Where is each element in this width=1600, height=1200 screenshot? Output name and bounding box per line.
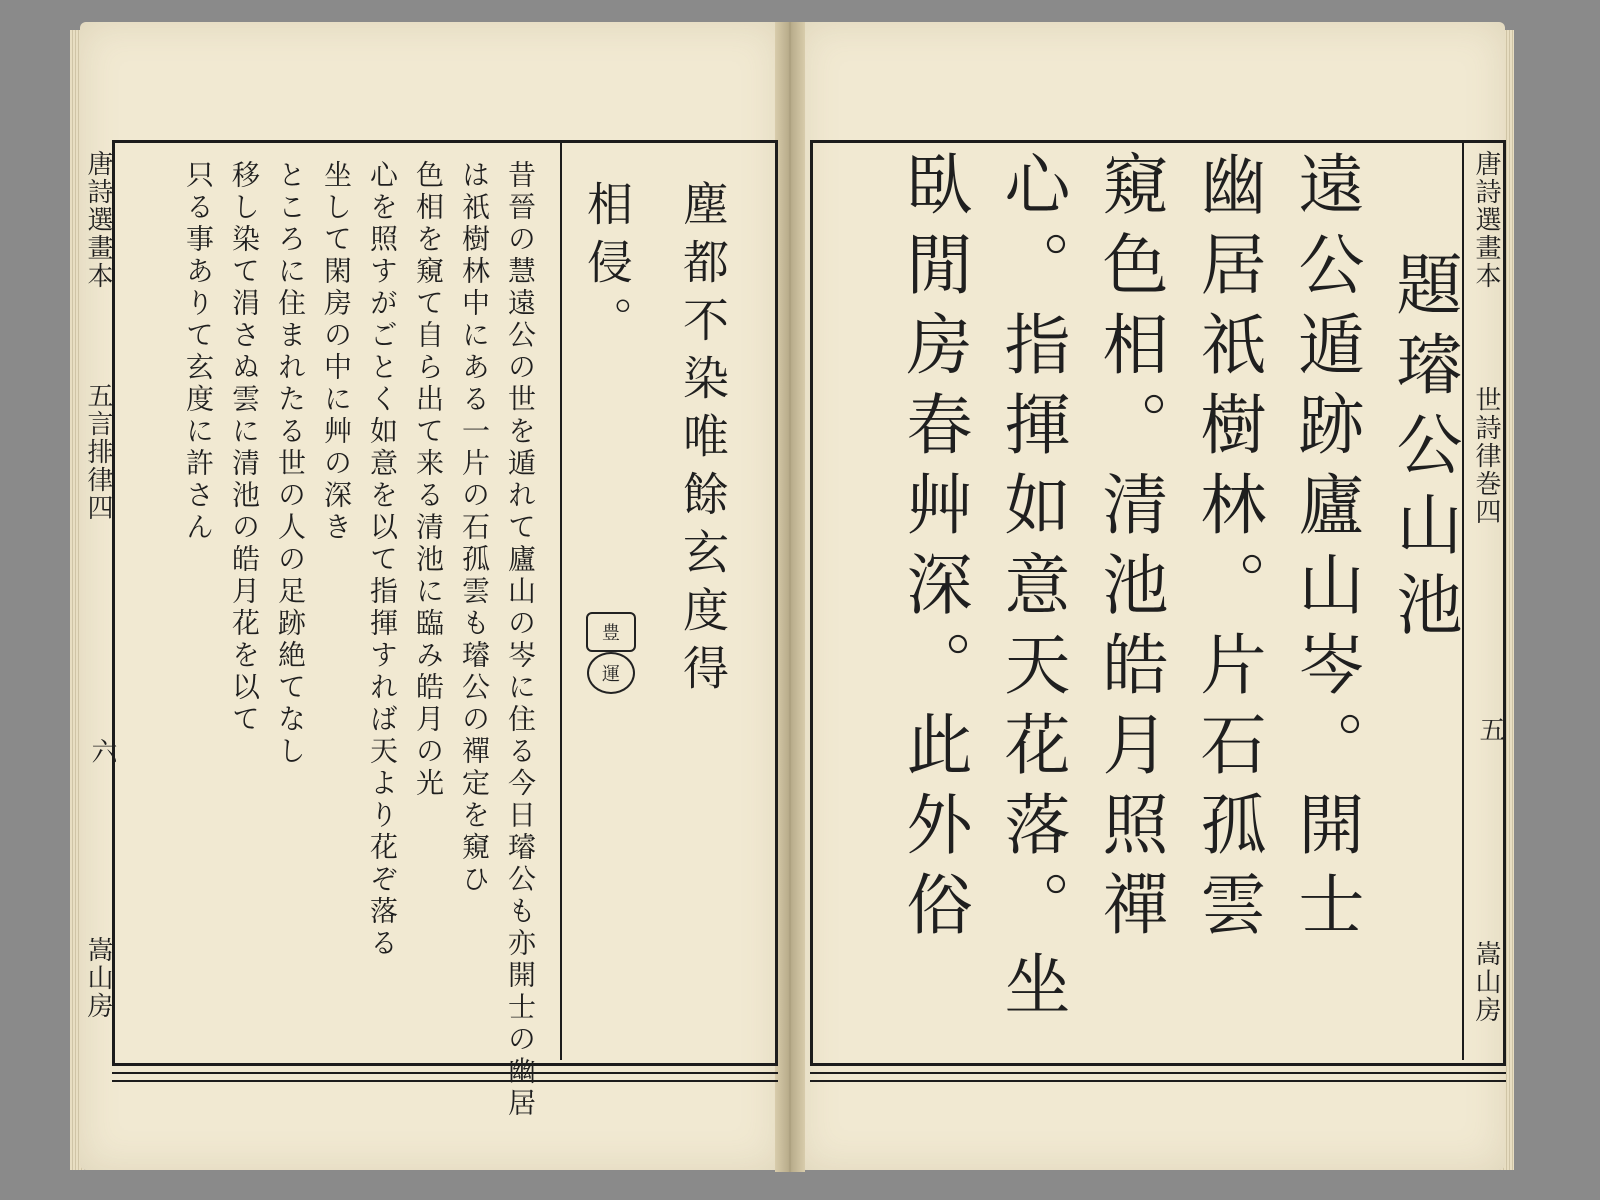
- poem-title: 題璿公山池: [1385, 250, 1462, 650]
- commentary-column-1: 昔晉の慧遠公の世を遁れて廬山の岑に住る今日璿公も亦開士の幽居: [504, 160, 537, 1120]
- left-margin-title: 唐詩選畫本: [83, 150, 113, 290]
- left-bottom-rule: [112, 1072, 778, 1074]
- poem-column-5: 臥閒房春艸深。此外俗: [895, 150, 972, 950]
- right-margin-section: 世詩律巻四: [1471, 386, 1501, 526]
- poem-column-3: 窺色相。清池皓月照禪: [1091, 150, 1168, 950]
- commentary-column-6: ところに住まれたる世の人の足跡絶てなし: [274, 160, 307, 768]
- seal-stamp: [582, 612, 640, 694]
- commentary-column-5: 坐して閑房の中に艸の深き: [320, 160, 353, 544]
- right-margin-divider: [1462, 140, 1464, 1060]
- left-poem-column-2: 相侵。: [580, 180, 634, 354]
- commentary-column-7: 移し染て涓さぬ雲に清池の皓月花を以て: [228, 160, 261, 736]
- poem-column-1: 遠公遁跡廬山岑。開士: [1287, 150, 1364, 950]
- poem-column-4: 心。指揮如意天花落。坐: [993, 150, 1070, 1030]
- commentary-column-4: 心を照すがごとく如意を以て指揮すれば天より花ぞ落る: [366, 160, 399, 960]
- right-margin-publisher: 嵩山房: [1471, 940, 1501, 1024]
- right-bottom-rule: [810, 1072, 1506, 1074]
- seal-top: 豊: [586, 612, 636, 652]
- left-margin-page-number: 六: [87, 738, 117, 766]
- left-column-divider: [560, 140, 562, 1060]
- book-gutter: [775, 22, 805, 1172]
- seal-bottom: 運: [587, 652, 635, 694]
- right-margin-page-number: 五: [1475, 716, 1505, 744]
- left-poem-column-1: 塵都不染唯餘玄度得: [676, 180, 730, 702]
- right-bottom-rule-2: [810, 1080, 1506, 1082]
- right-margin-title: 唐詩選畫本: [1471, 150, 1501, 290]
- commentary-column-8: 只る事ありて玄度に許さん: [182, 160, 215, 544]
- left-margin-section: 五言排律四: [83, 382, 113, 522]
- commentary-column-3: 色相を窺て自ら出て来る清池に臨み皓月の光: [412, 160, 445, 800]
- poem-column-2: 幽居祇樹林。片石孤雲: [1189, 150, 1266, 950]
- left-bottom-rule-2: [112, 1080, 778, 1082]
- left-margin-publisher: 嵩山房: [83, 936, 113, 1020]
- commentary-column-2: は祇樹林中にある一片の石孤雲も璿公の禪定を窺ひ: [458, 160, 491, 896]
